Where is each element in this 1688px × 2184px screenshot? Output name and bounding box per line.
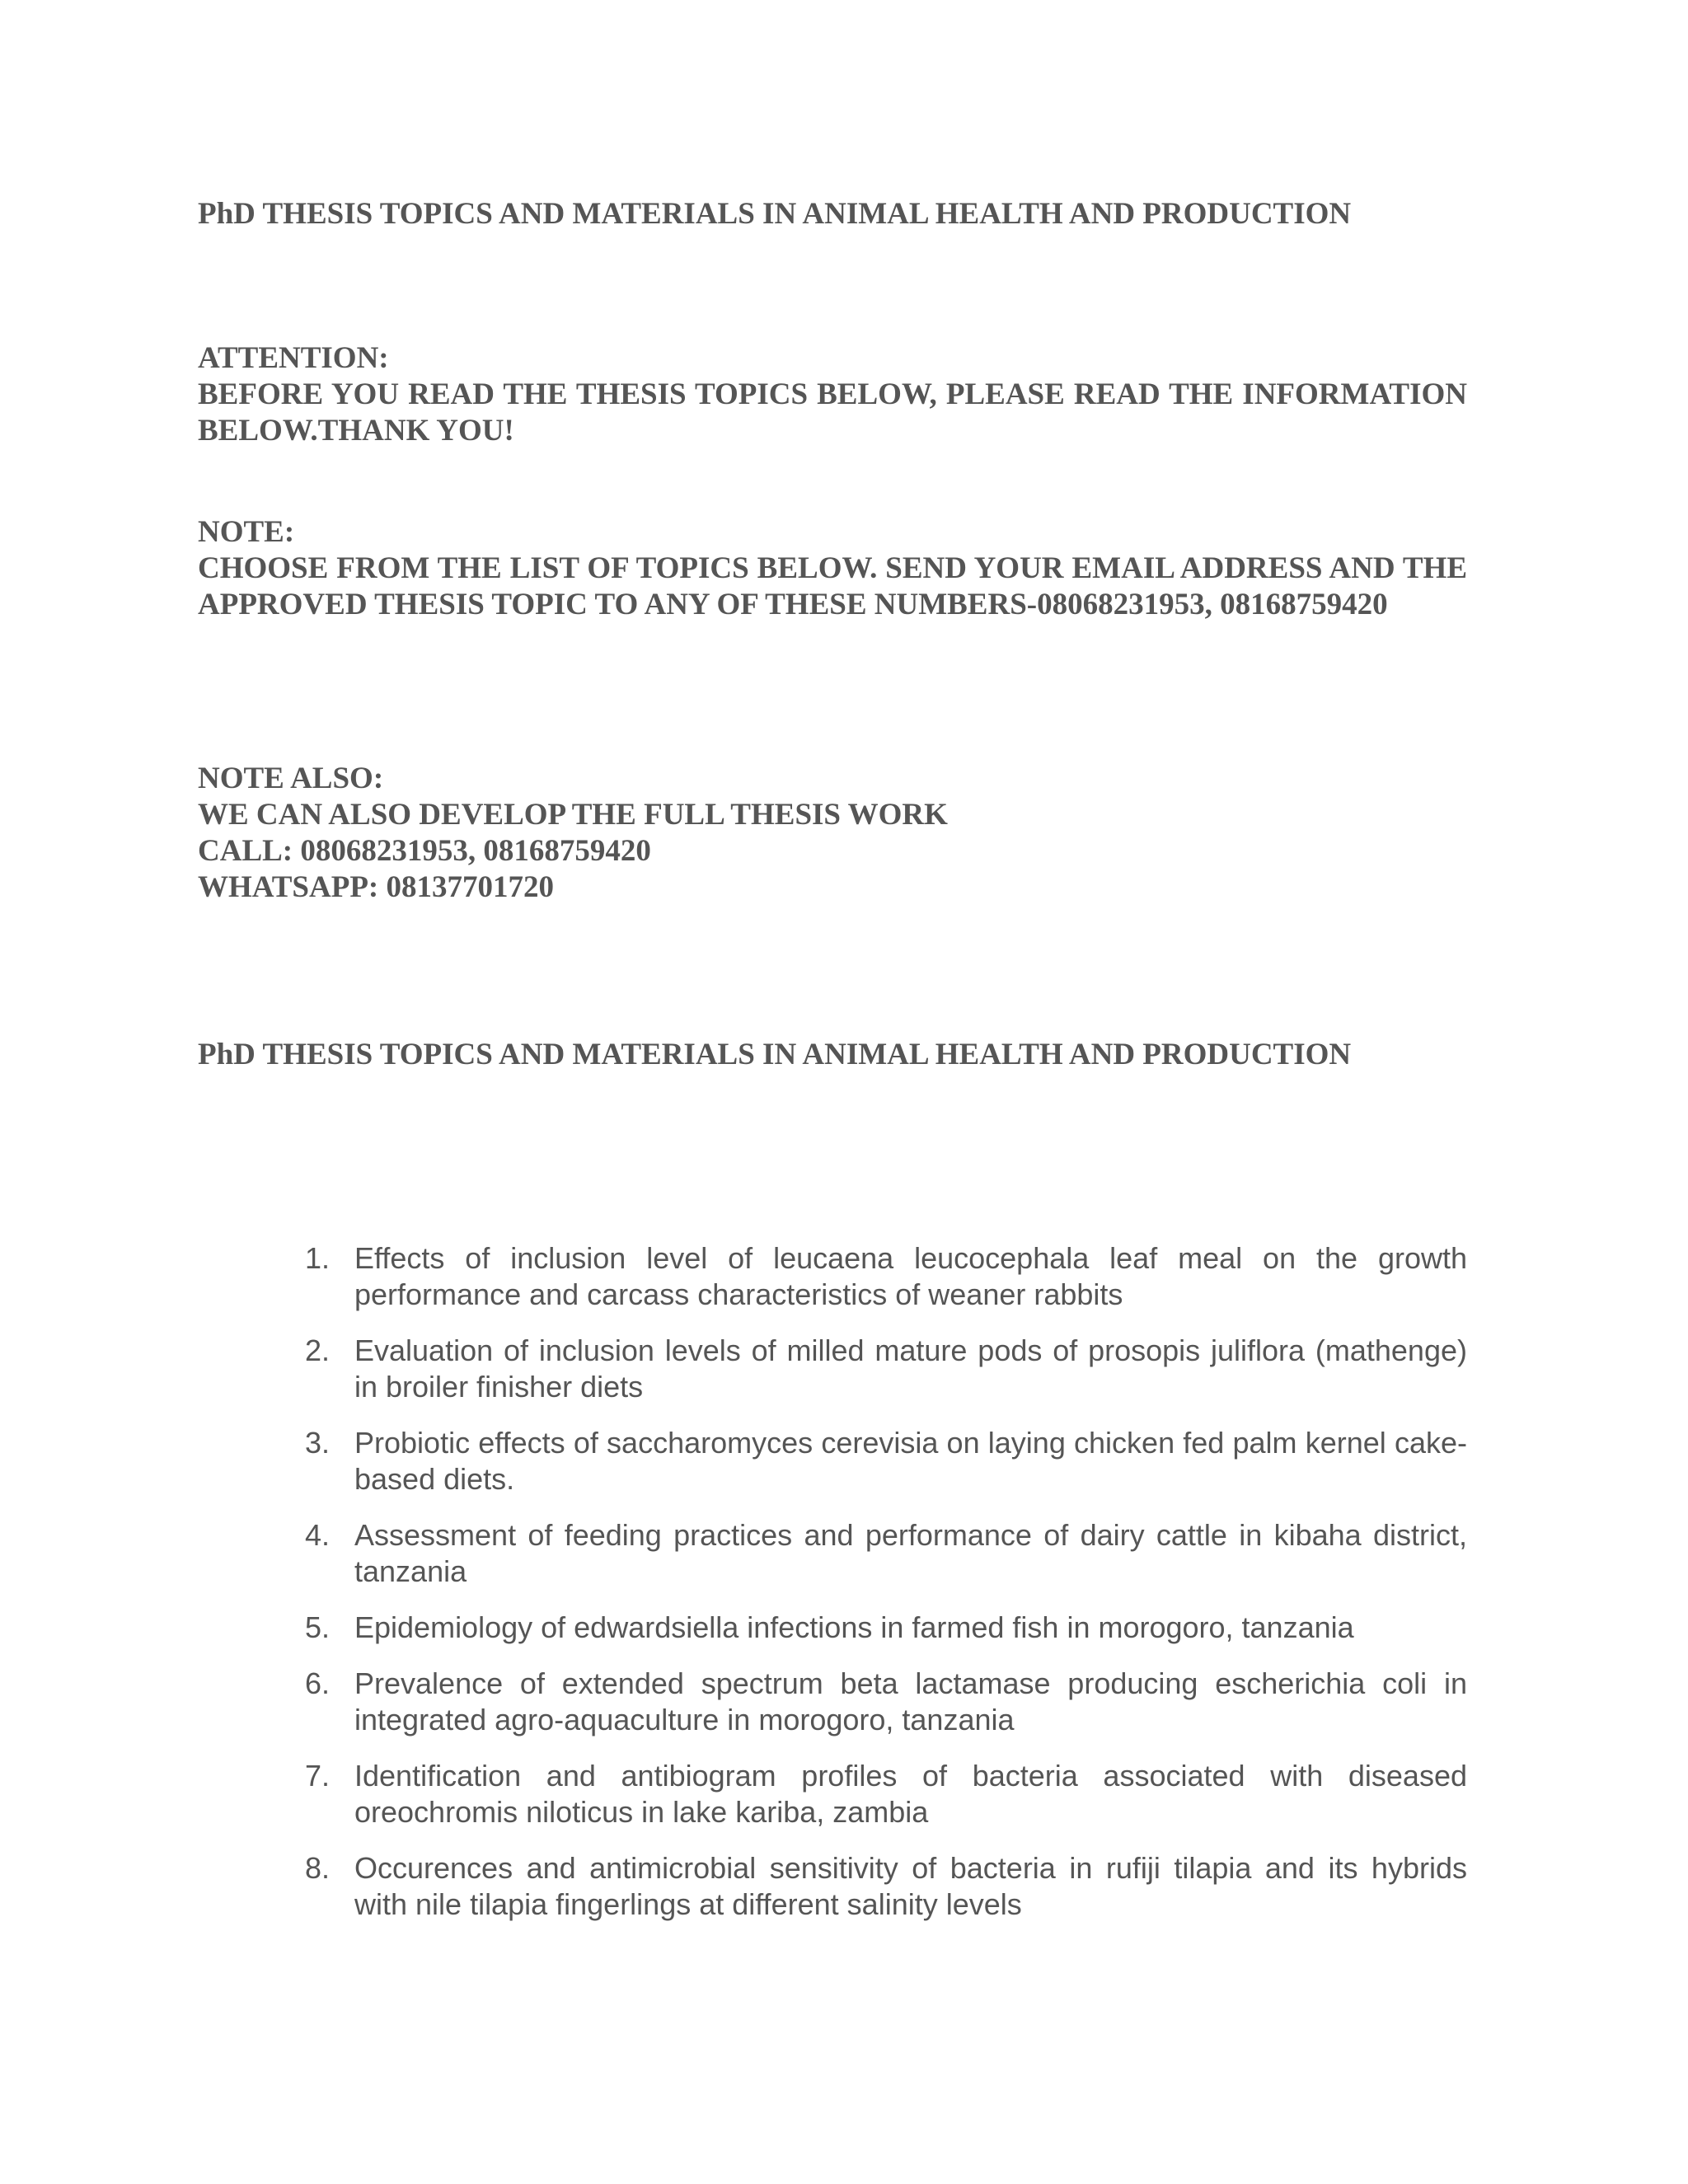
list-item-number: 1. [305, 1241, 331, 1275]
list-item [297, 1666, 1467, 1738]
list-item [297, 1517, 1467, 1590]
list-item [297, 1610, 1467, 1646]
topics-list [297, 1240, 1467, 1943]
note-text: CHOOSE FROM THE LIST OF TOPICS BELOW. SEND YOUR EMAIL ADDRESS AND THE APPROVED THESIS TOPIC TO ANY OF THESE NUMBERS-08068231953, 08168759420 [198, 551, 1467, 621]
list-item-text: Identification and antibiogram profiles of bacteria associated with diseased oreochromis niloticus in lake kariba, zambia [354, 1759, 1467, 1829]
list-item-number: 8. [305, 1851, 331, 1885]
list-item-number: 5. [305, 1610, 331, 1644]
list-item [297, 1425, 1467, 1497]
list-item [297, 1240, 1467, 1313]
attention-label: ATTENTION: [198, 341, 389, 375]
note-section [198, 514, 1467, 623]
list-item-text: Occurences and antimicrobial sensitivity of bacteria in rufiji tilapia and its hybrids with nile tilapia fingerlings at different salinity levels [354, 1851, 1467, 1921]
note-also-label: NOTE ALSO: [198, 762, 384, 795]
note-also-line-develop: WE CAN ALSO DEVELOP THE FULL THESIS WORK [198, 798, 948, 832]
attention-text: BEFORE YOU READ THE THESIS TOPICS BELOW, PLEASE READ THE INFORMATION BELOW.THANK YOU! [198, 377, 1467, 448]
list-item-number: 6. [305, 1666, 331, 1700]
list-item [297, 1758, 1467, 1830]
note-also-section [198, 761, 1467, 906]
list-item-number: 7. [305, 1759, 331, 1793]
list-item-text: Prevalence of extended spectrum beta lactamase producing escherichia coli in integrated agro-aquaculture in morogoro, tanzania [354, 1666, 1467, 1736]
list-item-number: 3. [305, 1426, 331, 1460]
list-item-text: Effects of inclusion level of leucaena leucocephala leaf meal on the growth performance and carcass characteristics of weaner rabbits [354, 1241, 1467, 1311]
list-item-text: Epidemiology of edwardsiella infections in farmed fish in morogoro, tanzania [354, 1610, 1354, 1644]
page-title: PhD THESIS TOPICS AND MATERIALS IN ANIMAL HEALTH AND PRODUCTION [198, 197, 1352, 231]
note-also-line-call: CALL: 08068231953, 08168759420 [198, 834, 651, 868]
list-item-number: 2. [305, 1333, 331, 1367]
note-label: NOTE: [198, 515, 295, 549]
attention-section [198, 340, 1467, 449]
list-item [297, 1850, 1467, 1923]
list-item-text: Evaluation of inclusion levels of milled mature pods of prosopis juliflora (mathenge) in broiler finisher diets [354, 1333, 1467, 1404]
list-item-number: 4. [305, 1518, 331, 1552]
list-item-text: Probiotic effects of saccharomyces cerevisia on laying chicken fed palm kernel cake-based diets. [354, 1426, 1467, 1496]
section-title: PhD THESIS TOPICS AND MATERIALS IN ANIMAL HEALTH AND PRODUCTION [198, 1038, 1352, 1071]
note-also-line-whatsapp: WHATSAPP: 08137701720 [198, 870, 555, 904]
list-item-text: Assessment of feeding practices and performance of dairy cattle in kibaha district, tanzania [354, 1518, 1467, 1588]
list-item [297, 1333, 1467, 1405]
